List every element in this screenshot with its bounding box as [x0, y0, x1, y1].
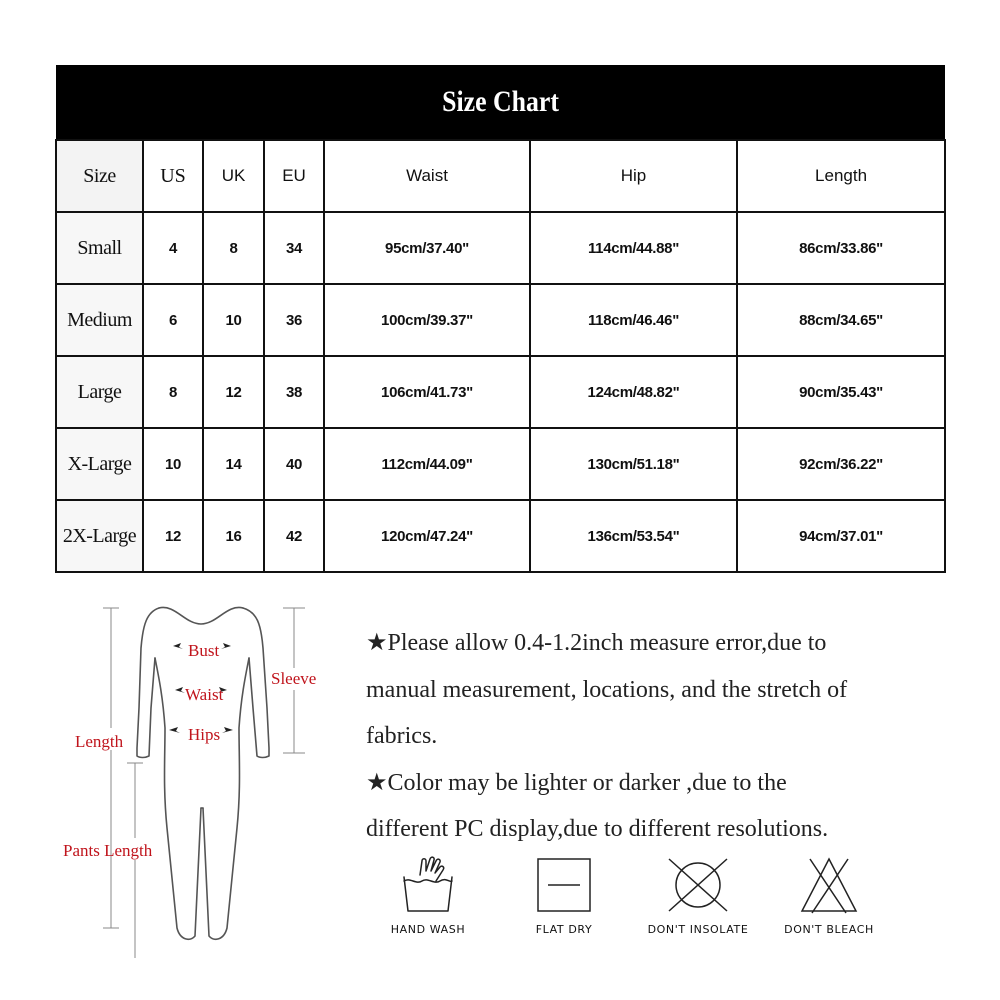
length-dimension-line: [103, 608, 119, 928]
header-us: US: [143, 140, 203, 212]
length-cell: 92cm/36.22": [737, 428, 945, 500]
eu-cell: 40: [264, 428, 324, 500]
size-cell: X-Large: [56, 428, 143, 500]
sleeve-label: Sleeve: [271, 669, 317, 688]
body-outline-illustration: [55, 598, 345, 958]
us-cell: 8: [143, 356, 203, 428]
bust-arrow-right: [221, 643, 231, 649]
uk-cell: 16: [203, 500, 264, 572]
note-line: different PC display,due to different resolutions.: [366, 816, 829, 842]
waist-label: Waist: [185, 685, 224, 704]
size-chart: [55, 65, 944, 573]
hip-cell: 118cm/46.46": [530, 284, 737, 356]
length-cell: 86cm/33.86": [737, 212, 945, 284]
note-line: fabrics.: [366, 723, 438, 749]
header-eu: EU: [264, 140, 324, 212]
dont-insolate-label: DON'T INSOLATE: [647, 923, 749, 936]
size-cell: Large: [56, 356, 143, 428]
length-cell: 88cm/34.65": [737, 284, 945, 356]
hips-arrow-right: [222, 727, 233, 733]
flat-dry-icon: [534, 855, 594, 915]
care-flat-dry: [494, 855, 634, 936]
note-line: ★Color may be lighter or darker ,due to the: [366, 769, 787, 796]
care-hand-wash: [358, 855, 498, 936]
dimension-lines: [103, 608, 305, 958]
table-row: [56, 428, 945, 500]
hips-label: Hips: [188, 725, 221, 744]
uk-cell: 14: [203, 428, 264, 500]
waist-cell: 95cm/37.40": [324, 212, 530, 284]
hip-cell: 124cm/48.82": [530, 356, 737, 428]
table-header-row: [56, 140, 945, 212]
size-table: [55, 65, 946, 573]
header-hip: Hip: [530, 140, 737, 212]
us-cell: 6: [143, 284, 203, 356]
waist-cell: 120cm/47.24": [324, 500, 530, 572]
care-dont-insolate: [628, 855, 768, 936]
chart-title: Size Chart: [118, 65, 883, 139]
table-row: [56, 284, 945, 356]
waist-cell: 106cm/41.73": [324, 356, 530, 428]
note-line: manual measurement, locations, and the stretch of: [366, 676, 848, 703]
table-row: [56, 356, 945, 428]
length-cell: 94cm/37.01": [737, 500, 945, 572]
hip-cell: 130cm/51.18": [530, 428, 737, 500]
hip-cell: 136cm/53.54": [530, 500, 737, 572]
hand-wash-icon: [398, 855, 458, 915]
dont-bleach-icon: [796, 855, 862, 915]
note-line: ★Please allow 0.4-1.2inch measure error,due to: [366, 630, 827, 656]
uk-cell: 10: [203, 284, 264, 356]
measurement-figure: [55, 598, 345, 958]
eu-cell: 42: [264, 500, 324, 572]
header-uk: UK: [203, 140, 264, 212]
waist-arrow-left: [175, 687, 185, 693]
eu-cell: 38: [264, 356, 324, 428]
hand-wash-label: HAND WASH: [390, 923, 466, 936]
dont-bleach-label: DON'T BLEACH: [784, 923, 874, 936]
bust-label: Bust: [188, 641, 220, 660]
waist-cell: 112cm/44.09": [324, 428, 530, 500]
header-size: Size: [56, 140, 143, 212]
table-row: [56, 500, 945, 572]
care-dont-bleach: [759, 855, 899, 936]
size-cell: Medium: [56, 284, 143, 356]
us-cell: 4: [143, 212, 203, 284]
length-label: Length: [75, 732, 124, 751]
hips-arrow-left: [169, 727, 180, 733]
eu-cell: 34: [264, 212, 324, 284]
chart-title-bar: [56, 65, 945, 140]
header-waist: Waist: [324, 140, 530, 212]
uk-cell: 8: [203, 212, 264, 284]
us-cell: 10: [143, 428, 203, 500]
waist-cell: 100cm/39.37": [324, 284, 530, 356]
header-length: Length: [737, 140, 945, 212]
pants-length-label: Pants Length: [63, 841, 153, 860]
uk-cell: 12: [203, 356, 264, 428]
bust-arrow-left: [173, 643, 183, 649]
pants-length-dimension-line: [127, 763, 143, 958]
table-row: [56, 212, 945, 284]
length-cell: 90cm/35.43": [737, 356, 945, 428]
us-cell: 12: [143, 500, 203, 572]
hip-cell: 114cm/44.88": [530, 212, 737, 284]
size-cell: Small: [56, 212, 143, 284]
flat-dry-label: FLAT DRY: [535, 923, 593, 936]
size-cell: 2X-Large: [56, 500, 143, 572]
dont-tumble-dry-icon: [665, 855, 731, 915]
size-notes: [366, 620, 966, 853]
eu-cell: 36: [264, 284, 324, 356]
